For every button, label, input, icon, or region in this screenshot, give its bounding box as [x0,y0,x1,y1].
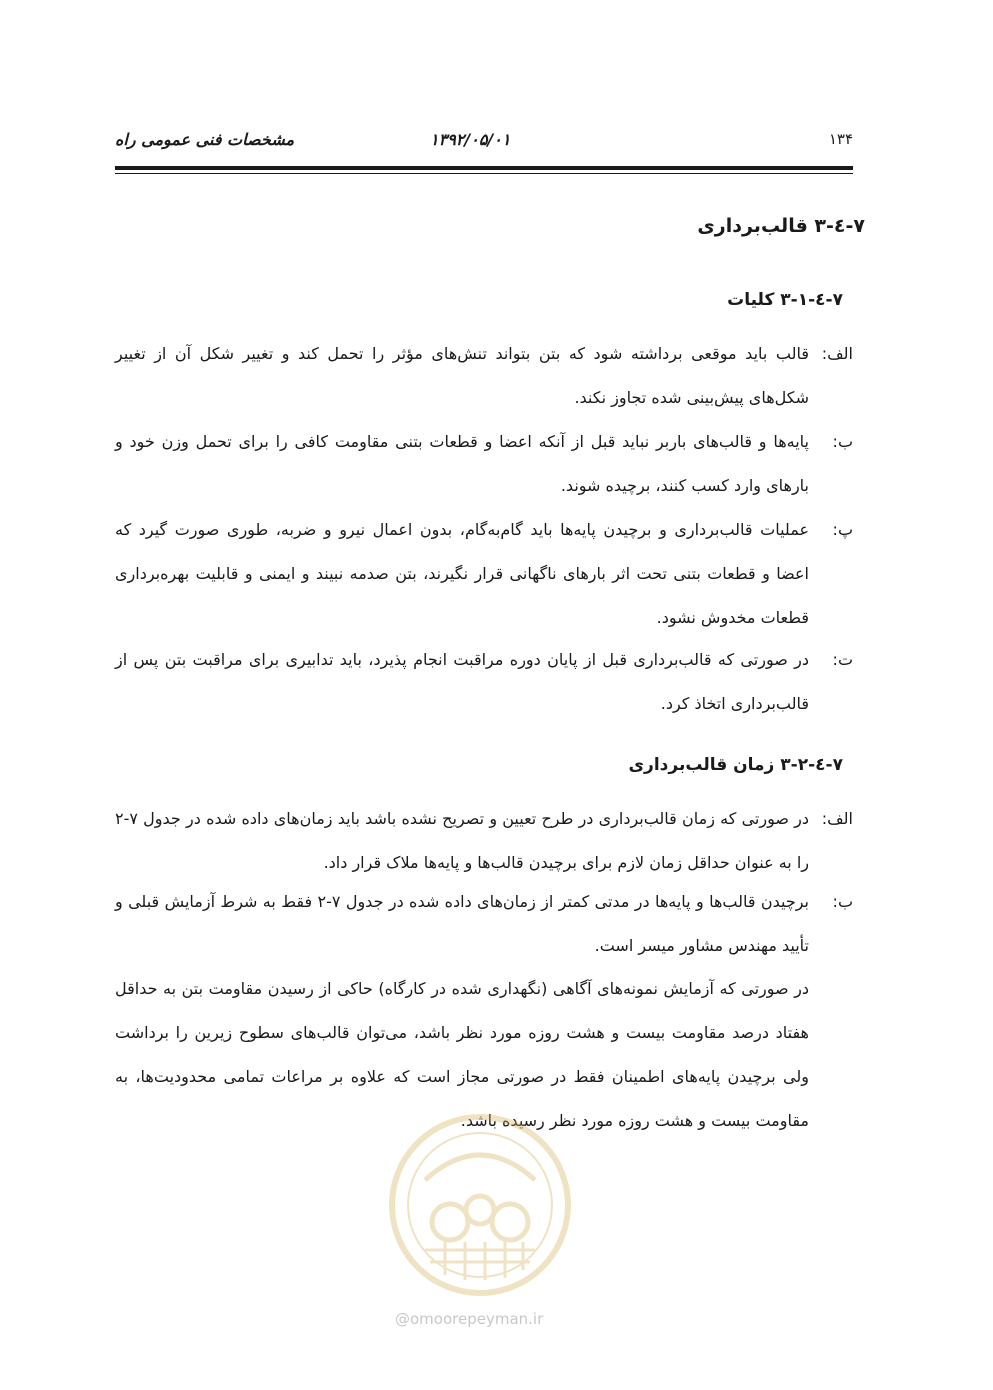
header-date: ۱۳۹۲/۰۵/۰۱ [430,130,511,149]
list-item [115,797,853,885]
watermark-text: @omoorepeyman.ir [395,1310,544,1328]
item-marker: ت: [832,650,853,669]
section-heading: ۷-٤-۳ قالب‌برداری [697,215,865,237]
item-marker: ب: [832,892,853,911]
item-marker: ب: [832,432,853,451]
header-title: مشخصات فنی عمومی راه [115,130,295,149]
header-rule-thick [115,166,853,170]
item-marker: الف: [821,344,853,363]
paragraph-text: در صورتی که آزمایش نمونه‌های آگاهی (نگهداری شده در کارگاه) حاکی از رسیدن مقاومت بتن به حداقل هفتاد درصد مقاومت بیست و هشت روزه مورد نظر باشد، می‌توان قالب‌های سطوح زیرین را برداشت ولی برچیدن پایه‌های اطمینان فقط در صورتی مجاز است که علاوه بر مراعات تمامی محدودیت‌ها، به مقاومت بیست و هشت روزه مورد نظر رسیده باشد. [115,979,809,1130]
item-marker: الف: [821,809,853,828]
item-text: عملیات قالب‌برداری و برچیدن پایه‌ها باید گام‌به‌گام، بدون اعمال نیرو و ضربه، طوری صورت گیرد که اعضا و قطعات بتنی تحت اثر بارهای ناگهانی قرار نگیرند، بتن صدمه نبیند و ایمنی و قابلیت بهره‌برداری قطعات مخدوش نشود. [115,520,809,627]
item-text: پایه‌ها و قالب‌های باربر نباید قبل از آنکه اعضا و قطعات بتنی مقاومت کافی را برای تحمل وزن خود و بارهای وارد کسب کنند، برچیده شوند. [115,432,809,495]
item-text: قالب باید موقعی برداشته شود که بتن بتواند تنش‌های مؤثر را تحمل کند و تغییر شکل آن از تغییر شکل‌های پیش‌بینی شده تجاوز نکند. [115,344,809,407]
subsection-heading-stripping-time: ۷-٤-۳-۲ زمان قالب‌برداری [628,755,843,775]
item-text: در صورتی که زمان قالب‌برداری در طرح تعیین و تصریح نشده باشد باید زمان‌های داده شده در جدول ۷-۲ را به عنوان حداقل زمان لازم برای برچیدن قالب‌ها و پایه‌ها ملاک قرار داد. [115,809,809,872]
page-number: ۱۳۴ [828,130,853,148]
item-marker: پ: [832,520,853,539]
list-item [115,880,853,968]
subsection-heading-general: ۷-٤-۳-۱ کلیات [727,290,843,310]
list-item [115,508,853,640]
list-item [115,420,853,508]
list-item [115,638,853,726]
item-text: در صورتی که قالب‌برداری قبل از پایان دوره مراقبت انجام پذیرد، باید تدابیری برای مراقبت بتن پس از قالب‌برداری اتخاذ کرد. [115,650,809,713]
header-rule-thin [115,173,853,174]
item-text: برچیدن قالب‌ها و پایه‌ها در مدتی کمتر از زمان‌های داده شده در جدول ۷-۲ فقط به شرط آزمایش قبلی و تأیید مهندس مشاور میسر است. [115,892,810,955]
list-item [115,332,853,420]
watermark-seal-icon [385,1110,575,1300]
